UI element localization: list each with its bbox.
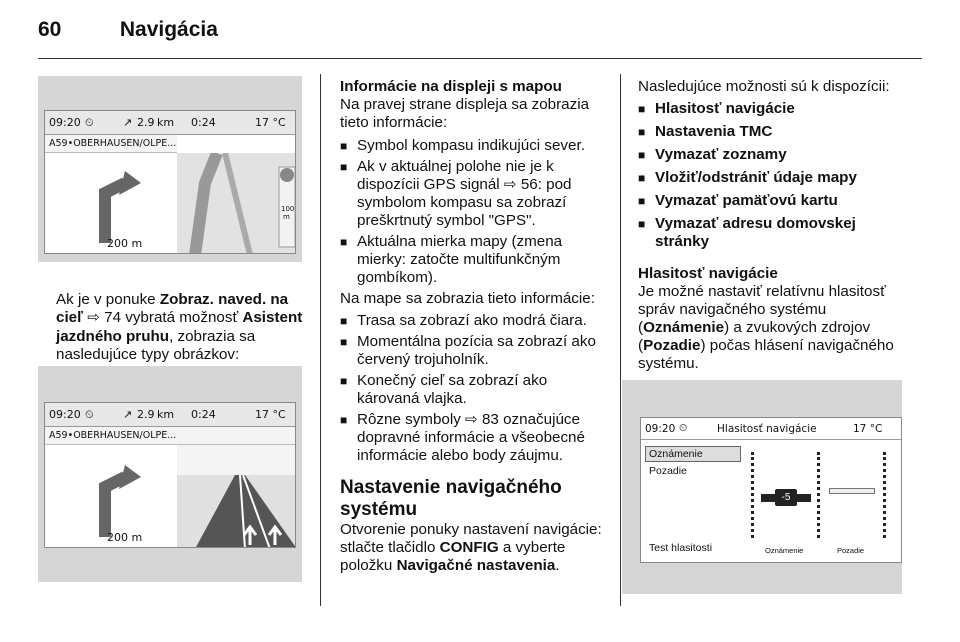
list-item: ■ Konečný cieľ sa zobrazí ako károvaná vlajka. xyxy=(340,372,608,408)
page-title: Navigácia xyxy=(119,18,218,41)
option-item: ■ Vymazať zoznamy xyxy=(638,146,910,164)
time: 09:20 xyxy=(49,408,81,421)
scale-dots xyxy=(751,452,754,538)
nav-screen xyxy=(44,110,296,254)
road-name: A59•OBERHAUSEN/OLPE... xyxy=(45,135,177,153)
distance: 2.9 xyxy=(137,408,155,421)
list-item: ■ Momentálna pozícia sa zobrazí ako červený trojuholník. xyxy=(340,333,608,369)
time: 09:20 xyxy=(645,423,676,435)
label-announcement: Oznámenie xyxy=(765,546,804,555)
option-item: ■ Vymazať adresu domovskej stránky xyxy=(638,215,910,251)
sub-heading: Hlasitosť navigácie xyxy=(638,265,778,282)
time: 09:20 xyxy=(49,116,81,129)
background-slider[interactable] xyxy=(829,488,875,494)
clock-icon: ⏲ xyxy=(679,422,688,434)
info-list-2 xyxy=(340,312,608,465)
page-number: 60 xyxy=(38,18,62,41)
nav-status-bar xyxy=(45,403,295,427)
clock-icon: ⏲ xyxy=(85,408,94,421)
route-icon: ↗ xyxy=(123,408,133,421)
map-scale-unit: m xyxy=(283,213,290,221)
page-header xyxy=(38,18,218,42)
option-item: ■ Vložiť/odstrániť údaje mapy xyxy=(638,169,910,187)
section-title: Nastavenie navigačného systému xyxy=(340,477,562,520)
nav-screen-lane xyxy=(44,402,296,548)
list-item: ■ Aktuálna mierka mapy (zmena mierky: zatočte multifunkčným gombíkom). xyxy=(340,233,608,287)
list-item: ■ Rôzne symboly ⇨ 83 označujúce dopravné informácie a všeobecné informácie alebo body záujmu. xyxy=(340,411,608,465)
column-divider xyxy=(620,74,621,606)
column-3 xyxy=(638,78,910,373)
column-2 xyxy=(340,78,608,575)
column-divider xyxy=(320,74,321,606)
volume-screen xyxy=(640,417,902,563)
test-volume-item[interactable]: Test hlasitosti xyxy=(649,542,713,554)
map-view xyxy=(45,153,296,254)
col1-paragraph: Ak je v ponuke Zobraz. naved. na cieľ ⇨ 74 vybratá možnosť Asistent jazdného pruhu, zobrazia sa nasledujúce typy obrázkov: xyxy=(56,291,303,364)
turn-distance: 200 m xyxy=(107,531,143,544)
eta: 0:24 xyxy=(191,116,216,129)
eta: 0:24 xyxy=(191,408,216,421)
clock-icon: ⏲ xyxy=(85,116,94,129)
label-background: Pozadie xyxy=(837,546,865,555)
nav-status-bar xyxy=(45,111,295,135)
intro-text: Na pravej strane displeja sa zobrazia tieto informácie: xyxy=(340,96,590,131)
compass-icon xyxy=(280,168,294,182)
info-list-1 xyxy=(340,137,608,287)
intro-text-2: Na mape sa zobrazia tieto informácie: xyxy=(340,290,595,307)
temperature: 17 °C xyxy=(255,408,286,421)
distance-unit: km xyxy=(157,116,175,129)
route-icon: ↗ xyxy=(123,116,133,129)
menu-item-announcement[interactable]: Oznámenie xyxy=(645,446,741,462)
options-intro: Nasledujúce možnosti sú k dispozícii: xyxy=(638,78,890,95)
list-item: ■ Trasa sa zobrazí ako modrá čiara. xyxy=(340,312,608,330)
temperature: 17 °C xyxy=(255,116,286,129)
distance-unit: km xyxy=(157,408,175,421)
distance: 2.9 xyxy=(137,116,155,129)
list-item: ■ Ak v aktuálnej polohe nie je k dispozícii GPS signál ⇨ 56: pod symbolom kompasu sa zobrazí preškrtnutý symbol "GPS". xyxy=(340,158,608,230)
option-item: ■ Hlasitosť navigácie xyxy=(638,100,910,118)
options-list xyxy=(638,100,910,251)
scale-dots xyxy=(817,452,820,538)
header-rule xyxy=(38,58,922,59)
list-item: ■ Symbol kompasu indikujúci sever. xyxy=(340,137,608,155)
volume-paragraph: Je možné nastaviť relatívnu hlasitosť správ navigačného systému (Oznámenie) a zvukových zdrojov (Pozadie) počas hlásení navigačného systému. xyxy=(638,283,894,372)
scale-dots xyxy=(883,452,886,538)
option-item: ■ Nastavenia TMC xyxy=(638,123,910,141)
slider-value: -5 xyxy=(775,489,797,506)
road-name: A59•OBERHAUSEN/OLPE... xyxy=(45,427,296,445)
volume-status-bar xyxy=(641,418,901,440)
menu-item-background[interactable]: Pozadie xyxy=(649,465,687,477)
settings-paragraph: Otvorenie ponuky nastavení navigácie: stlačte tlačidlo CONFIG a vyberte položku Navigačné nastavenia. xyxy=(340,521,602,574)
map-scale: 100 xyxy=(281,205,295,213)
section-heading: Informácie na displeji s mapou xyxy=(340,78,562,95)
lane-view xyxy=(45,445,296,548)
option-item: ■ Vymazať pamäťovú kartu xyxy=(638,192,910,210)
temperature: 17 °C xyxy=(853,423,883,435)
turn-distance: 200 m xyxy=(107,237,143,250)
nav-map-figure xyxy=(38,76,302,262)
lane-assist-figure xyxy=(38,366,302,582)
screen-title: Hlasitosť navigácie xyxy=(717,423,817,435)
